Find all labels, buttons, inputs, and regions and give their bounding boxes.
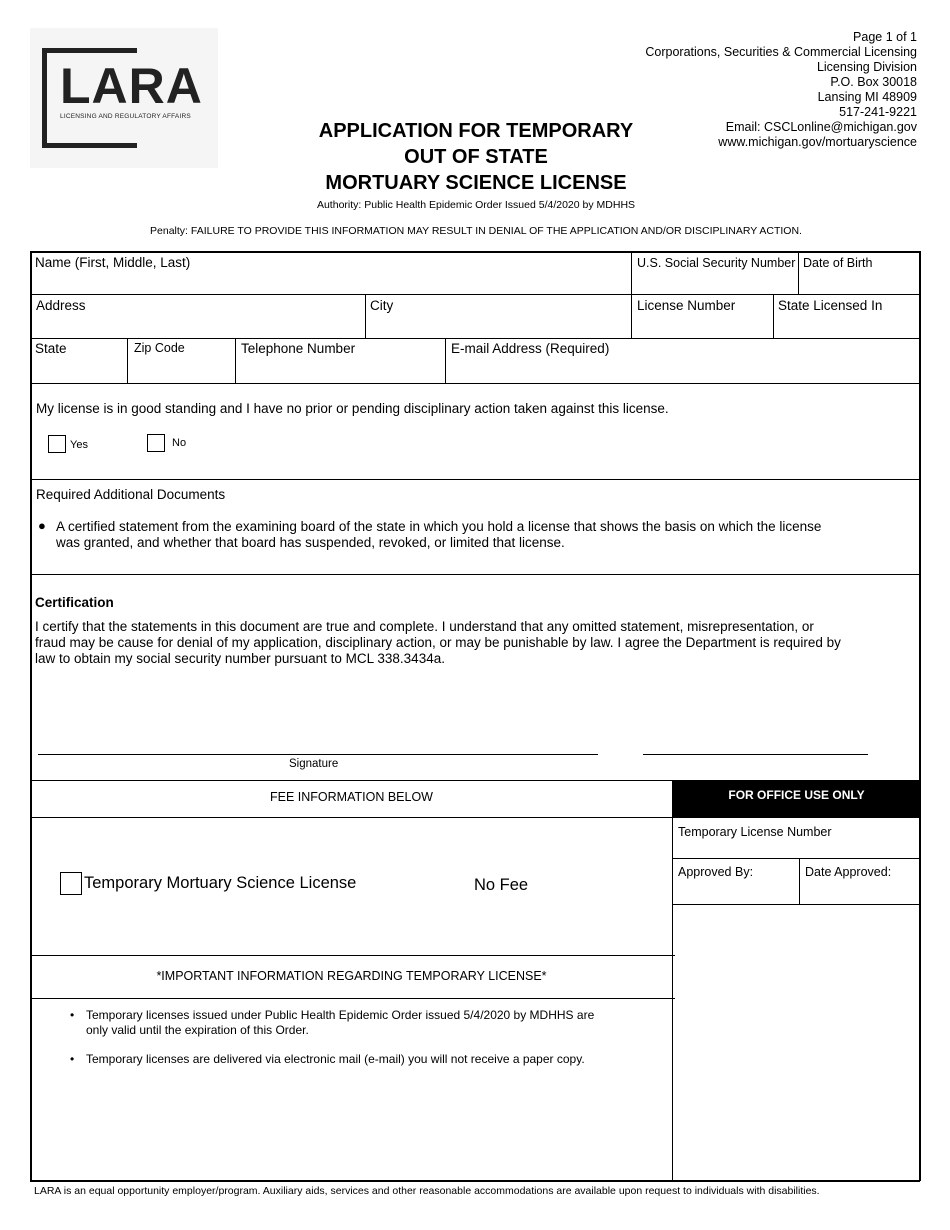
certification-text [35,619,841,667]
po-box: P.O. Box 30018 [830,75,917,89]
division: Licensing Division [816,60,917,74]
important-item-1-line-2: only valid until the expiration of this Order. [86,1023,309,1037]
signature-label: Signature [289,758,339,770]
email: Email: CSCLonline@michigan.gov [725,120,917,134]
email-field[interactable]: E-mail Address (Required) [451,341,610,356]
important-item-1 [86,1008,594,1038]
address-field[interactable]: Address [36,298,86,313]
name-field[interactable]: Name (First, Middle, Last) [35,255,191,270]
form-title [270,118,682,196]
certification-line-3: law to obtain my social security number pursuant to MCL 338.3434a. [35,651,445,666]
no-label: No [172,437,187,449]
fee-license-type: Temporary Mortuary Science License [84,874,357,892]
title-line-1: APPLICATION FOR TEMPORARY [318,120,634,142]
certification-heading: Certification [35,595,114,610]
ssn-field[interactable]: U.S. Social Security Number [637,256,796,270]
authority: Authority: Public Health Epidemic Order Issued 5/4/2020 by MDHHS [316,199,636,211]
documents-item [56,519,821,551]
important-item-2: Temporary licenses are delivered via electronic mail (e-mail) you will not receive a paper copy. [86,1052,585,1066]
contact-block [645,30,917,150]
important-bullet-2-icon: • [70,1052,75,1066]
temporary-license-number: Temporary License Number [678,825,832,839]
approved-by: Approved By: [678,865,754,879]
telephone-field[interactable]: Telephone Number [241,341,356,356]
yes-label: Yes [70,439,88,451]
certification-line-2: fraud may be cause for denial of my application, disciplinary action, or may be punishable by law. I agree the Department is required by [35,635,841,650]
certification-line-1: I certify that the statements in this document are true and complete. I understand that any omitted statement, misrepresentation, or [35,619,814,634]
title-line-2: OUT OF STATE [404,146,548,168]
license-number-field[interactable]: License Number [637,298,736,313]
signature-line[interactable] [38,754,598,755]
lara-logo [30,28,218,168]
office-use-heading: FOR OFFICE USE ONLY [673,780,920,817]
temporary-license-checkbox[interactable] [60,872,82,895]
documents-item-line-2: was granted, and whether that board has suspended, revoked, or limited that license. [56,535,565,550]
fee-amount: No Fee [474,876,529,894]
important-heading: *IMPORTANT INFORMATION REGARDING TEMPORARY LICENSE* [156,969,547,983]
important-item-1-line-1: Temporary licenses issued under Public Health Epidemic Order issued 5/4/2020 by MDHHS are [86,1008,595,1022]
fee-heading: FEE INFORMATION BELOW [270,790,433,804]
documents-heading: Required Additional Documents [36,487,226,502]
city-state-zip: Lansing MI 48909 [817,90,917,104]
important-bullet-1-icon: • [70,1008,75,1022]
logo-subtitle: LICENSING AND REGULATORY AFFAIRS [60,113,191,120]
footer-notice: LARA is an equal opportunity employer/program. Auxiliary aids, services and other reasonable accommodations are available upon request to individuals with disabilities. [34,1185,820,1197]
bullet-icon: ● [38,518,46,533]
state-licensed-field[interactable]: State Licensed In [778,298,883,313]
date-approved: Date Approved: [805,865,892,879]
phone: 517-241-9221 [839,105,917,119]
date-line[interactable] [643,754,868,755]
title-line-3: MORTUARY SCIENCE LICENSE [325,172,627,194]
logo-text: LARA [60,58,203,114]
yes-checkbox[interactable] [48,435,66,453]
zip-field[interactable]: Zip Code [134,341,185,355]
dob-field[interactable]: Date of Birth [803,256,873,270]
standing-question: My license is in good standing and I have no prior or pending disciplinary action taken against this license. [36,401,669,416]
no-checkbox[interactable] [147,434,165,452]
penalty-notice: Penalty: FAILURE TO PROVIDE THIS INFORMATION MAY RESULT IN DENIAL OF THE APPLICATION AND/OR DISCIPLINARY ACTION. [150,225,802,237]
page-number: Page 1 of 1 [853,30,917,44]
website: www.michigan.gov/mortuaryscience [718,135,917,149]
department: Corporations, Securities & Commercial Licensing [645,45,917,59]
documents-item-line-1: A certified statement from the examining board of the state in which you hold a license that shows the basis on which the license [56,519,822,534]
state-field[interactable]: State [35,341,67,356]
city-field[interactable]: City [370,298,394,313]
